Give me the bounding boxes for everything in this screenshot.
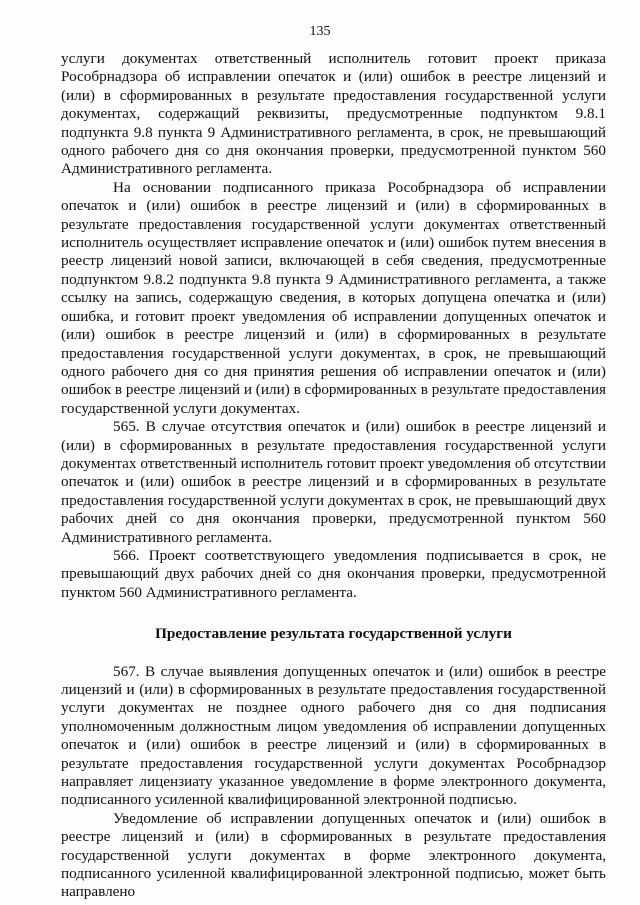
paragraph-566: 566. Проект соответствующего уведомления подписывается в срок, не превышающий двух рабочих дней со дня окончания проверки, предусмотренной пунктом 560 Административного регламента. — [61, 546, 606, 601]
section-heading: Предоставление результата государственной услуги — [155, 625, 512, 643]
paragraph-continuation: услуги документах ответственный исполнитель готовит проект приказа Рособрнадзора об исправлении опечаток и (или) ошибок в реестре лицензий и (или) в сформированных в результате предоставления государственной услуги документах, содержащий реквизиты, предусмотренные подпунктом 9.8.1 подпункта 9.8 пункта 9 Административного регламента, в срок, не превышающий одного рабочего дня со дня окончания проверки, предусмотренной пунктом 560 Административного регламента. — [61, 50, 606, 178]
paragraph-567: 567. В случае выявления допущенных опечаток и (или) ошибок в реестре лицензий и (или) в сформированных в результате предоставления государственной услуги документах не позднее одного рабочего дня со дня подписания уполномоченным должностным лицом уведомления об исправлении допущенных опечаток и (или) ошибок в реестре лицензий и (или) в сформированных в результате предоставления государственной услуги документах Рособрнадзор направляет лицензиату указанное уведомление в форме электронного документа, подписанного усиленной квалифицированной электронной подписью. — [61, 662, 606, 809]
paragraph-565: 565. В случае отсутствия опечаток и (или) ошибок в реестре лицензий и (или) в сформированных в результате предоставления государственной услуги документах ответственный исполнитель готовит проект уведомления об отсутствии опечаток и (или) ошибок в реестре лицензий и в сформированных в результате предоставления государственной услуги документах в срок, не превышающий двух рабочих дней со дня окончания проверки, предусмотренной пунктом 560 Административного регламента. — [61, 418, 606, 546]
document-body — [61, 50, 606, 902]
paragraph-notification: Уведомление об исправлении допущенных опечаток и (или) ошибок в реестре лицензий и (или) в сформированных в результате предоставления государственной услуги документах в форме электронного документа, подписанного усиленной квалифицированной электронной подписью, может быть направлено — [61, 809, 606, 901]
paragraph-correction-procedure: На основании подписанного приказа Рособрнадзора об исправлении опечаток и (или) ошибок в реестре лицензий и (или) в сформированных в результате предоставления государственной услуги документах ответственный исполнитель осуществляет исправление опечаток и (или) ошибок путем внесения в реестр лицензий новой записи, включающей в себя сведения, предусмотренные подпунктом 9.8.2 подпункта 9.8 пункта 9 Административного регламента, а также ссылку на запись, содержащую сведения, в которых допущена опечатка и (или) ошибка, и готовит проект уведомления об исправлении допущенных опечаток и (или) ошибок в реестре лицензий и (или) в сформированных в результате предоставления государственной услуги документах, в срок, не превышающий одного рабочего дня со дня принятия решения об исправлении опечаток и (или) ошибок в реестре лицензий и (или) в сформированных в результате предоставления государственной услуги документах. — [61, 178, 606, 417]
page-number: 135 — [309, 24, 331, 39]
